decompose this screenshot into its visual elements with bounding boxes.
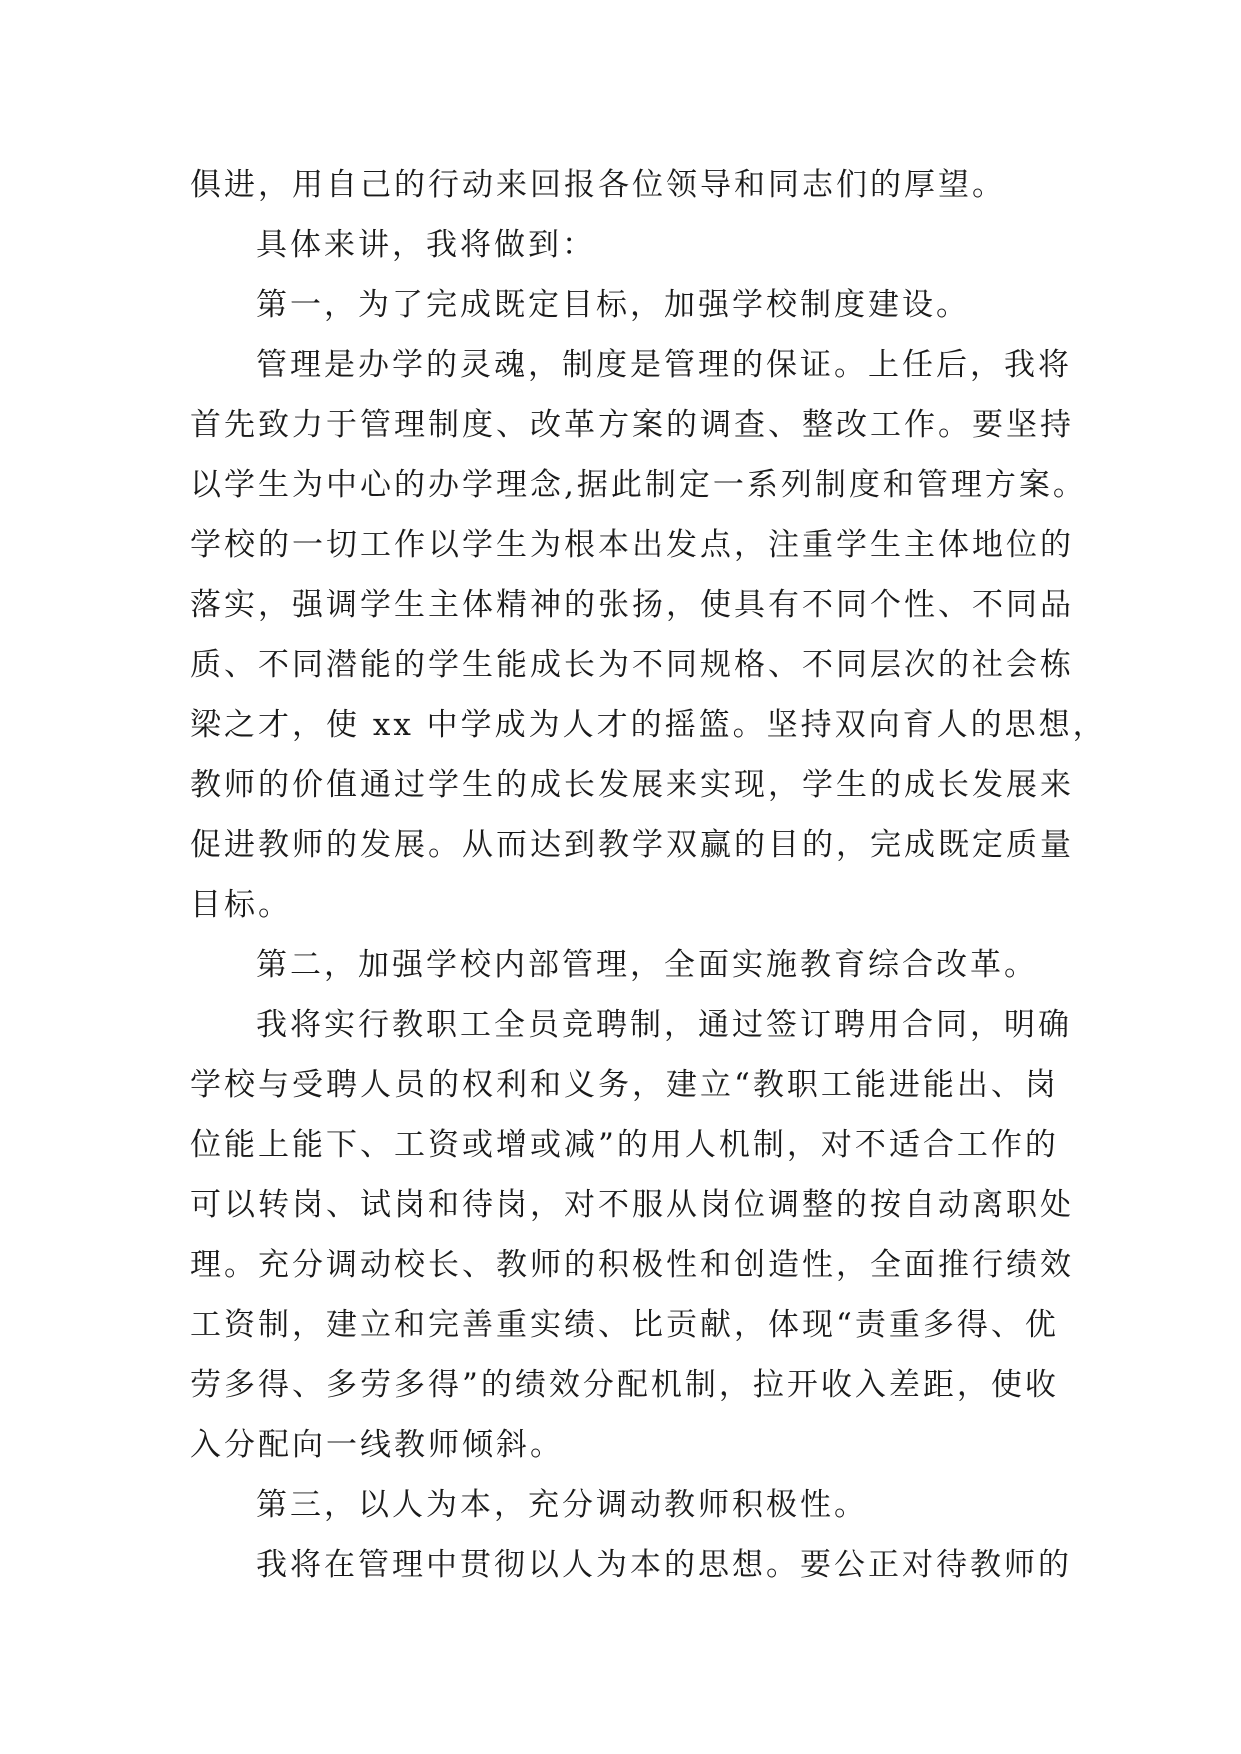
text-line: 具体来讲，我将做到：: [256, 227, 596, 263]
section-heading: 第一，为了完成既定目标，加强学校制度建设。: [256, 287, 970, 323]
text-line: 学校与受聘人员的权利和义务，建立“教职工能进能出、岗: [190, 1067, 1059, 1103]
text-line: 教师的价值通过学生的成长发展来实现，学生的成长发展来: [190, 767, 1074, 803]
text-line: 位能上能下、工资或增或减”的用人机制，对不适合工作的: [190, 1127, 1059, 1163]
text-line: 管理是办学的灵魂，制度是管理的保证。上任后，我将: [256, 347, 1072, 383]
text-line: 入分配向一线教师倾斜。: [190, 1427, 564, 1463]
text-line: 俱进，用自己的行动来回报各位领导和同志们的厚望。: [190, 167, 1006, 203]
text-line: 促进教师的发展。从而达到教学双赢的目的，完成既定质量: [190, 827, 1074, 863]
text-line: 我将实行教职工全员竞聘制，通过签订聘用合同，明确: [256, 1007, 1072, 1043]
section-heading: 第二，加强学校内部管理，全面实施教育综合改革。: [256, 947, 1038, 983]
text-line: 质、不同潜能的学生能成长为不同规格、不同层次的社会栋: [190, 647, 1074, 683]
text-line: 学校的一切工作以学生为根本出发点，注重学生主体地位的: [190, 527, 1074, 563]
text-line: 以学生为中心的办学理念,据此制定一系列制度和管理方案。: [190, 467, 1087, 503]
section-heading: 第三，以人为本，充分调动教师积极性。: [256, 1487, 868, 1523]
text-line: 工资制，建立和完善重实绩、比贡献，体现“责重多得、优: [190, 1307, 1059, 1343]
text-line: 理。充分调动校长、教师的积极性和创造性，全面推行绩效: [190, 1247, 1074, 1283]
text-line: 落实，强调学生主体精神的张扬，使具有不同个性、不同品: [190, 587, 1074, 623]
text-line: 可以转岗、试岗和待岗，对不服从岗位调整的按自动离职处: [190, 1187, 1074, 1223]
text-line: 梁之才，使 xx 中学成为人才的摇篮。坚持双向育人的思想，: [190, 707, 1107, 743]
text-line: 目标。: [190, 887, 292, 923]
text-line: 首先致力于管理制度、改革方案的调查、整改工作。要坚持: [190, 407, 1074, 443]
document-body: [190, 155, 1107, 1595]
text-line: 劳多得、多劳多得”的绩效分配机制，拉开收入差距，使收: [190, 1367, 1059, 1403]
text-line: 我将在管理中贯彻以人为本的思想。要公正对待教师的: [256, 1547, 1072, 1583]
